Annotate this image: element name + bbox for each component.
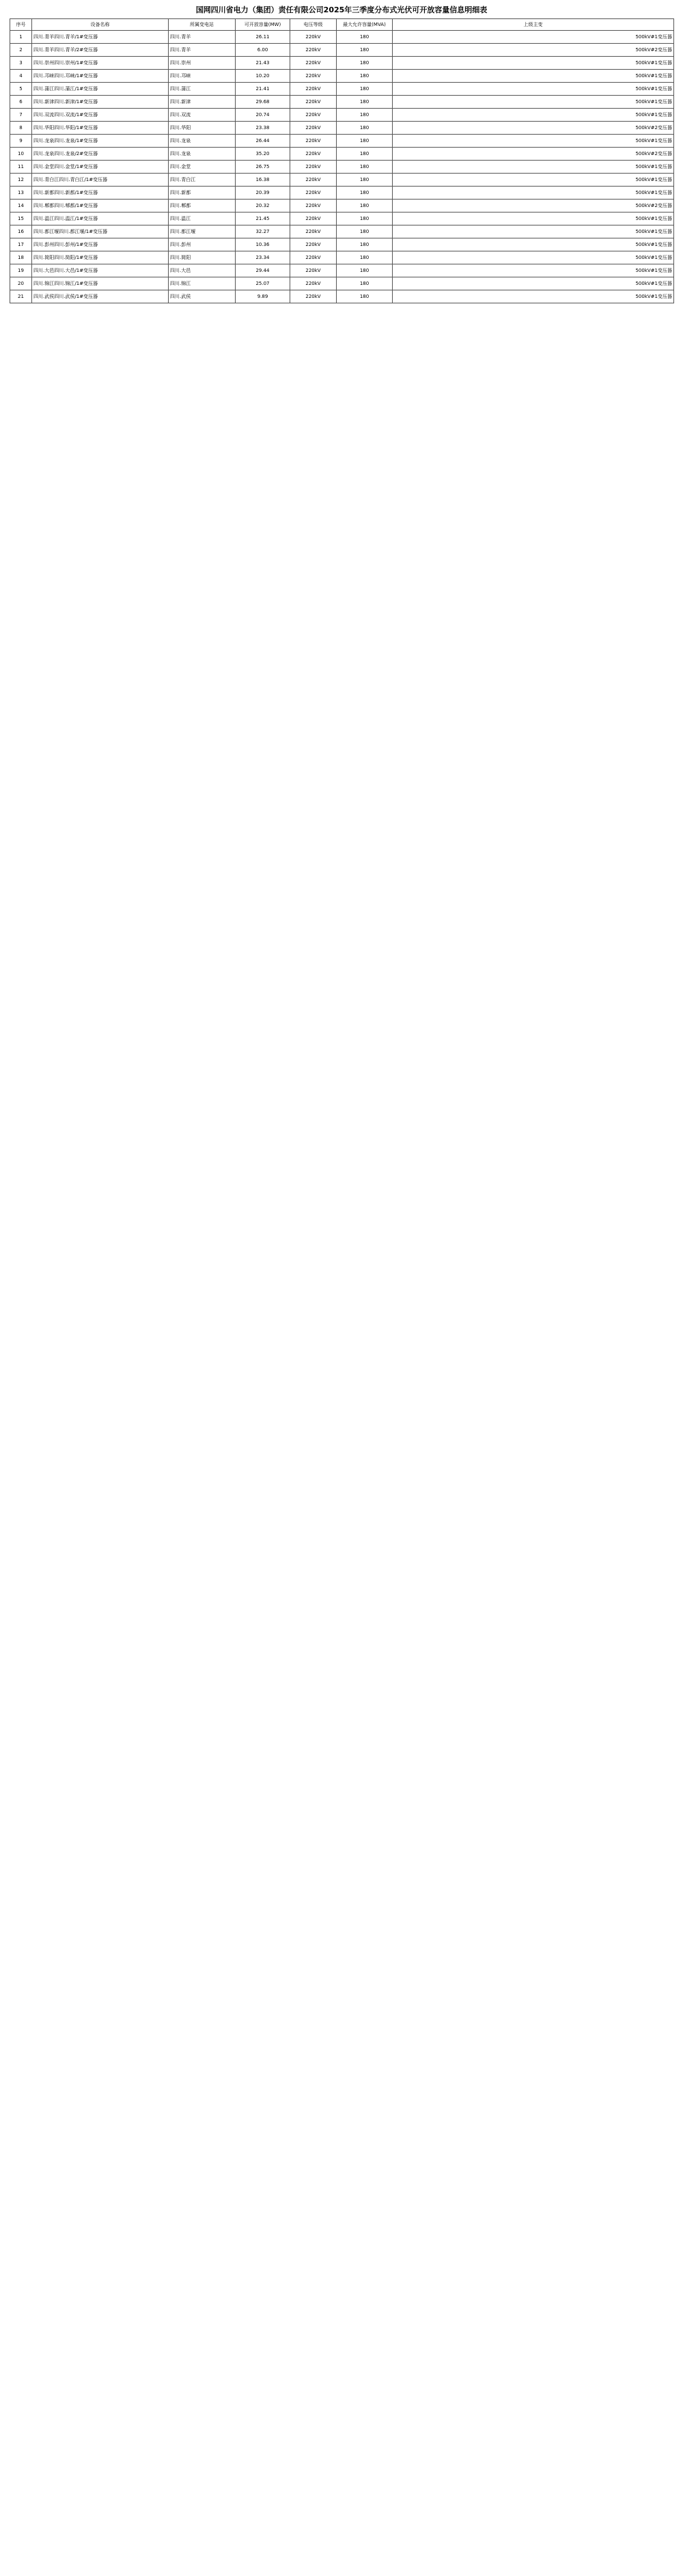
upstream-transformer: 500kV#1变压器 <box>393 251 674 264</box>
max-capacity: 180 <box>337 161 393 174</box>
max-capacity: 180 <box>337 70 393 83</box>
device-name: 四川.龙泉四川.龙泉/1#变压器 <box>32 135 169 148</box>
substation: 四川.新都 <box>169 187 236 200</box>
substation: 四川.武侯 <box>169 290 236 303</box>
voltage-level: 220kV <box>290 148 337 161</box>
device-name: 四川.新津四川.新津/1#变压器 <box>32 96 169 109</box>
voltage-level: 220kV <box>290 70 337 83</box>
row-number: 12 <box>10 174 32 187</box>
substation: 四川.双流 <box>169 109 236 122</box>
row-number: 9 <box>10 135 32 148</box>
upstream-transformer: 500kV#1变压器 <box>393 96 674 109</box>
open-capacity: 20.32 <box>236 200 290 213</box>
max-capacity: 180 <box>337 187 393 200</box>
upstream-transformer: 500kV#1变压器 <box>393 277 674 290</box>
open-capacity: 6.00 <box>236 44 290 57</box>
open-capacity: 21.43 <box>236 57 290 70</box>
substation: 四川.金堂 <box>169 161 236 174</box>
open-capacity: 35.20 <box>236 148 290 161</box>
row-number: 6 <box>10 96 32 109</box>
table-row <box>10 122 674 135</box>
substation: 四川.都江堰 <box>169 225 236 238</box>
open-capacity: 23.38 <box>236 122 290 135</box>
device-name: 四川.都江堰四川.都江堰/1#变压器 <box>32 225 169 238</box>
col-header-no: 序号 <box>10 19 32 31</box>
upstream-transformer: 500kV#2变压器 <box>393 122 674 135</box>
substation: 四川.简阳 <box>169 251 236 264</box>
voltage-level: 220kV <box>290 174 337 187</box>
max-capacity: 180 <box>337 109 393 122</box>
row-number: 8 <box>10 122 32 135</box>
row-number: 10 <box>10 148 32 161</box>
table-row <box>10 57 674 70</box>
open-capacity: 9.89 <box>236 290 290 303</box>
substation: 四川.龙泉 <box>169 135 236 148</box>
col-header-max-capacity: 最大允许容量(MVA) <box>337 19 393 31</box>
open-capacity: 10.36 <box>236 238 290 251</box>
voltage-level: 220kV <box>290 238 337 251</box>
upstream-transformer: 500kV#1变压器 <box>393 290 674 303</box>
device-name: 四川.华阳四川.华阳/1#变压器 <box>32 122 169 135</box>
substation: 四川.彭州 <box>169 238 236 251</box>
max-capacity: 180 <box>337 31 393 44</box>
max-capacity: 180 <box>337 96 393 109</box>
upstream-transformer: 500kV#1变压器 <box>393 70 674 83</box>
max-capacity: 180 <box>337 277 393 290</box>
voltage-level: 220kV <box>290 251 337 264</box>
upstream-transformer: 500kV#1变压器 <box>393 31 674 44</box>
max-capacity: 180 <box>337 264 393 277</box>
voltage-level: 220kV <box>290 57 337 70</box>
upstream-transformer: 500kV#1变压器 <box>393 213 674 225</box>
open-capacity: 26.75 <box>236 161 290 174</box>
substation: 四川.青羊 <box>169 44 236 57</box>
row-number: 14 <box>10 200 32 213</box>
substation: 四川.大邑 <box>169 264 236 277</box>
col-header-substation: 所属变电站 <box>169 19 236 31</box>
upstream-transformer: 500kV#1变压器 <box>393 135 674 148</box>
voltage-level: 220kV <box>290 122 337 135</box>
table-row <box>10 277 674 290</box>
substation: 四川.蒲江 <box>169 83 236 96</box>
row-number: 16 <box>10 225 32 238</box>
upstream-transformer: 500kV#1变压器 <box>393 161 674 174</box>
row-number: 5 <box>10 83 32 96</box>
table-row <box>10 251 674 264</box>
max-capacity: 180 <box>337 290 393 303</box>
max-capacity: 180 <box>337 148 393 161</box>
substation: 四川.龙泉 <box>169 148 236 161</box>
device-name: 四川.锦江四川.锦江/1#变压器 <box>32 277 169 290</box>
voltage-level: 220kV <box>290 200 337 213</box>
row-number: 20 <box>10 277 32 290</box>
max-capacity: 180 <box>337 200 393 213</box>
col-header-voltage: 电压等级 <box>290 19 337 31</box>
device-name: 四川.金堂四川.金堂/1#变压器 <box>32 161 169 174</box>
substation: 四川.锦江 <box>169 277 236 290</box>
substation: 四川.新津 <box>169 96 236 109</box>
voltage-level: 220kV <box>290 109 337 122</box>
voltage-level: 220kV <box>290 83 337 96</box>
device-name: 四川.新都四川.新都/1#变压器 <box>32 187 169 200</box>
open-capacity: 21.45 <box>236 213 290 225</box>
voltage-level: 220kV <box>290 44 337 57</box>
table-row <box>10 213 674 225</box>
max-capacity: 180 <box>337 213 393 225</box>
table-row <box>10 200 674 213</box>
col-header-upstream-transformer: 上级主变 <box>393 19 674 31</box>
device-name: 四川.青白江四川.青白江/1#变压器 <box>32 174 169 187</box>
table-row <box>10 225 674 238</box>
voltage-level: 220kV <box>290 135 337 148</box>
device-name: 四川.蒲江四川.蒲江/1#变压器 <box>32 83 169 96</box>
upstream-transformer: 500kV#2变压器 <box>393 44 674 57</box>
substation: 四川.郫都 <box>169 200 236 213</box>
device-name: 四川.彭州四川.彭州/1#变压器 <box>32 238 169 251</box>
substation: 四川.温江 <box>169 213 236 225</box>
device-name: 四川.双流四川.双流/1#变压器 <box>32 109 169 122</box>
open-capacity: 26.11 <box>236 31 290 44</box>
open-capacity: 23.34 <box>236 251 290 264</box>
row-number: 15 <box>10 213 32 225</box>
device-name: 四川.大邑四川.大邑/1#变压器 <box>32 264 169 277</box>
upstream-transformer: 500kV#1变压器 <box>393 57 674 70</box>
table-row <box>10 238 674 251</box>
table-row <box>10 161 674 174</box>
device-name: 四川.武侯四川.武侯/1#变压器 <box>32 290 169 303</box>
voltage-level: 220kV <box>290 264 337 277</box>
max-capacity: 180 <box>337 83 393 96</box>
row-number: 21 <box>10 290 32 303</box>
voltage-level: 220kV <box>290 31 337 44</box>
max-capacity: 180 <box>337 57 393 70</box>
device-name: 四川.崇州四川.崇州/1#变压器 <box>32 57 169 70</box>
device-name: 四川.青羊四川.青羊/2#变压器 <box>32 44 169 57</box>
table-row <box>10 264 674 277</box>
upstream-transformer: 500kV#1变压器 <box>393 174 674 187</box>
row-number: 4 <box>10 70 32 83</box>
substation: 四川.华阳 <box>169 122 236 135</box>
upstream-transformer: 500kV#1变压器 <box>393 109 674 122</box>
table-row <box>10 290 674 303</box>
upstream-transformer: 500kV#1变压器 <box>393 83 674 96</box>
voltage-level: 220kV <box>290 277 337 290</box>
voltage-level: 220kV <box>290 187 337 200</box>
open-capacity: 20.39 <box>236 187 290 200</box>
max-capacity: 180 <box>337 44 393 57</box>
upstream-transformer: 500kV#2变压器 <box>393 148 674 161</box>
row-number: 3 <box>10 57 32 70</box>
document-title: 国网四川省电力（集团）责任有限公司2025年三季度分布式光伏可开放容量信息明细表 <box>195 5 488 14</box>
table-row <box>10 31 674 44</box>
row-number: 7 <box>10 109 32 122</box>
open-capacity: 26.44 <box>236 135 290 148</box>
open-capacity: 29.68 <box>236 96 290 109</box>
table-row <box>10 174 674 187</box>
voltage-level: 220kV <box>290 161 337 174</box>
table-row <box>10 109 674 122</box>
table-row <box>10 44 674 57</box>
table-row <box>10 96 674 109</box>
device-name: 四川.温江四川.温江/1#变压器 <box>32 213 169 225</box>
device-name: 四川.郫都四川.郫都/1#变压器 <box>32 200 169 213</box>
voltage-level: 220kV <box>290 96 337 109</box>
max-capacity: 180 <box>337 251 393 264</box>
substation: 四川.青白江 <box>169 174 236 187</box>
max-capacity: 180 <box>337 135 393 148</box>
device-name: 四川.龙泉四川.龙泉/2#变压器 <box>32 148 169 161</box>
device-name: 四川.青羊四川.青羊/1#变压器 <box>32 31 169 44</box>
upstream-transformer: 500kV#1变压器 <box>393 264 674 277</box>
device-name: 四川.邛崃四川.邛崃/1#变压器 <box>32 70 169 83</box>
table-header-row <box>10 19 674 31</box>
voltage-level: 220kV <box>290 290 337 303</box>
row-number: 11 <box>10 161 32 174</box>
table-row <box>10 70 674 83</box>
substation: 四川.崇州 <box>169 57 236 70</box>
max-capacity: 180 <box>337 122 393 135</box>
row-number: 13 <box>10 187 32 200</box>
upstream-transformer: 500kV#1变压器 <box>393 187 674 200</box>
row-number: 19 <box>10 264 32 277</box>
open-capacity: 16.38 <box>236 174 290 187</box>
upstream-transformer: 500kV#2变压器 <box>393 200 674 213</box>
substation: 四川.邛崃 <box>169 70 236 83</box>
table-body <box>10 31 674 303</box>
table-row <box>10 148 674 161</box>
open-capacity: 21.41 <box>236 83 290 96</box>
row-number: 1 <box>10 31 32 44</box>
row-number: 2 <box>10 44 32 57</box>
col-header-device: 设备名称 <box>32 19 169 31</box>
max-capacity: 180 <box>337 238 393 251</box>
open-capacity: 29.44 <box>236 264 290 277</box>
device-name: 四川.简阳四川.简阳/1#变压器 <box>32 251 169 264</box>
upstream-transformer: 500kV#1变压器 <box>393 238 674 251</box>
substation: 四川.青羊 <box>169 31 236 44</box>
row-number: 17 <box>10 238 32 251</box>
open-capacity: 25.07 <box>236 277 290 290</box>
col-header-open-capacity: 可开放容量(MW) <box>236 19 290 31</box>
open-capacity: 10.20 <box>236 70 290 83</box>
table-row <box>10 83 674 96</box>
voltage-level: 220kV <box>290 213 337 225</box>
upstream-transformer: 500kV#1变压器 <box>393 225 674 238</box>
table-row <box>10 135 674 148</box>
capacity-table <box>10 18 674 303</box>
max-capacity: 180 <box>337 225 393 238</box>
max-capacity: 180 <box>337 174 393 187</box>
table-row <box>10 187 674 200</box>
open-capacity: 32.27 <box>236 225 290 238</box>
open-capacity: 20.74 <box>236 109 290 122</box>
row-number: 18 <box>10 251 32 264</box>
voltage-level: 220kV <box>290 225 337 238</box>
